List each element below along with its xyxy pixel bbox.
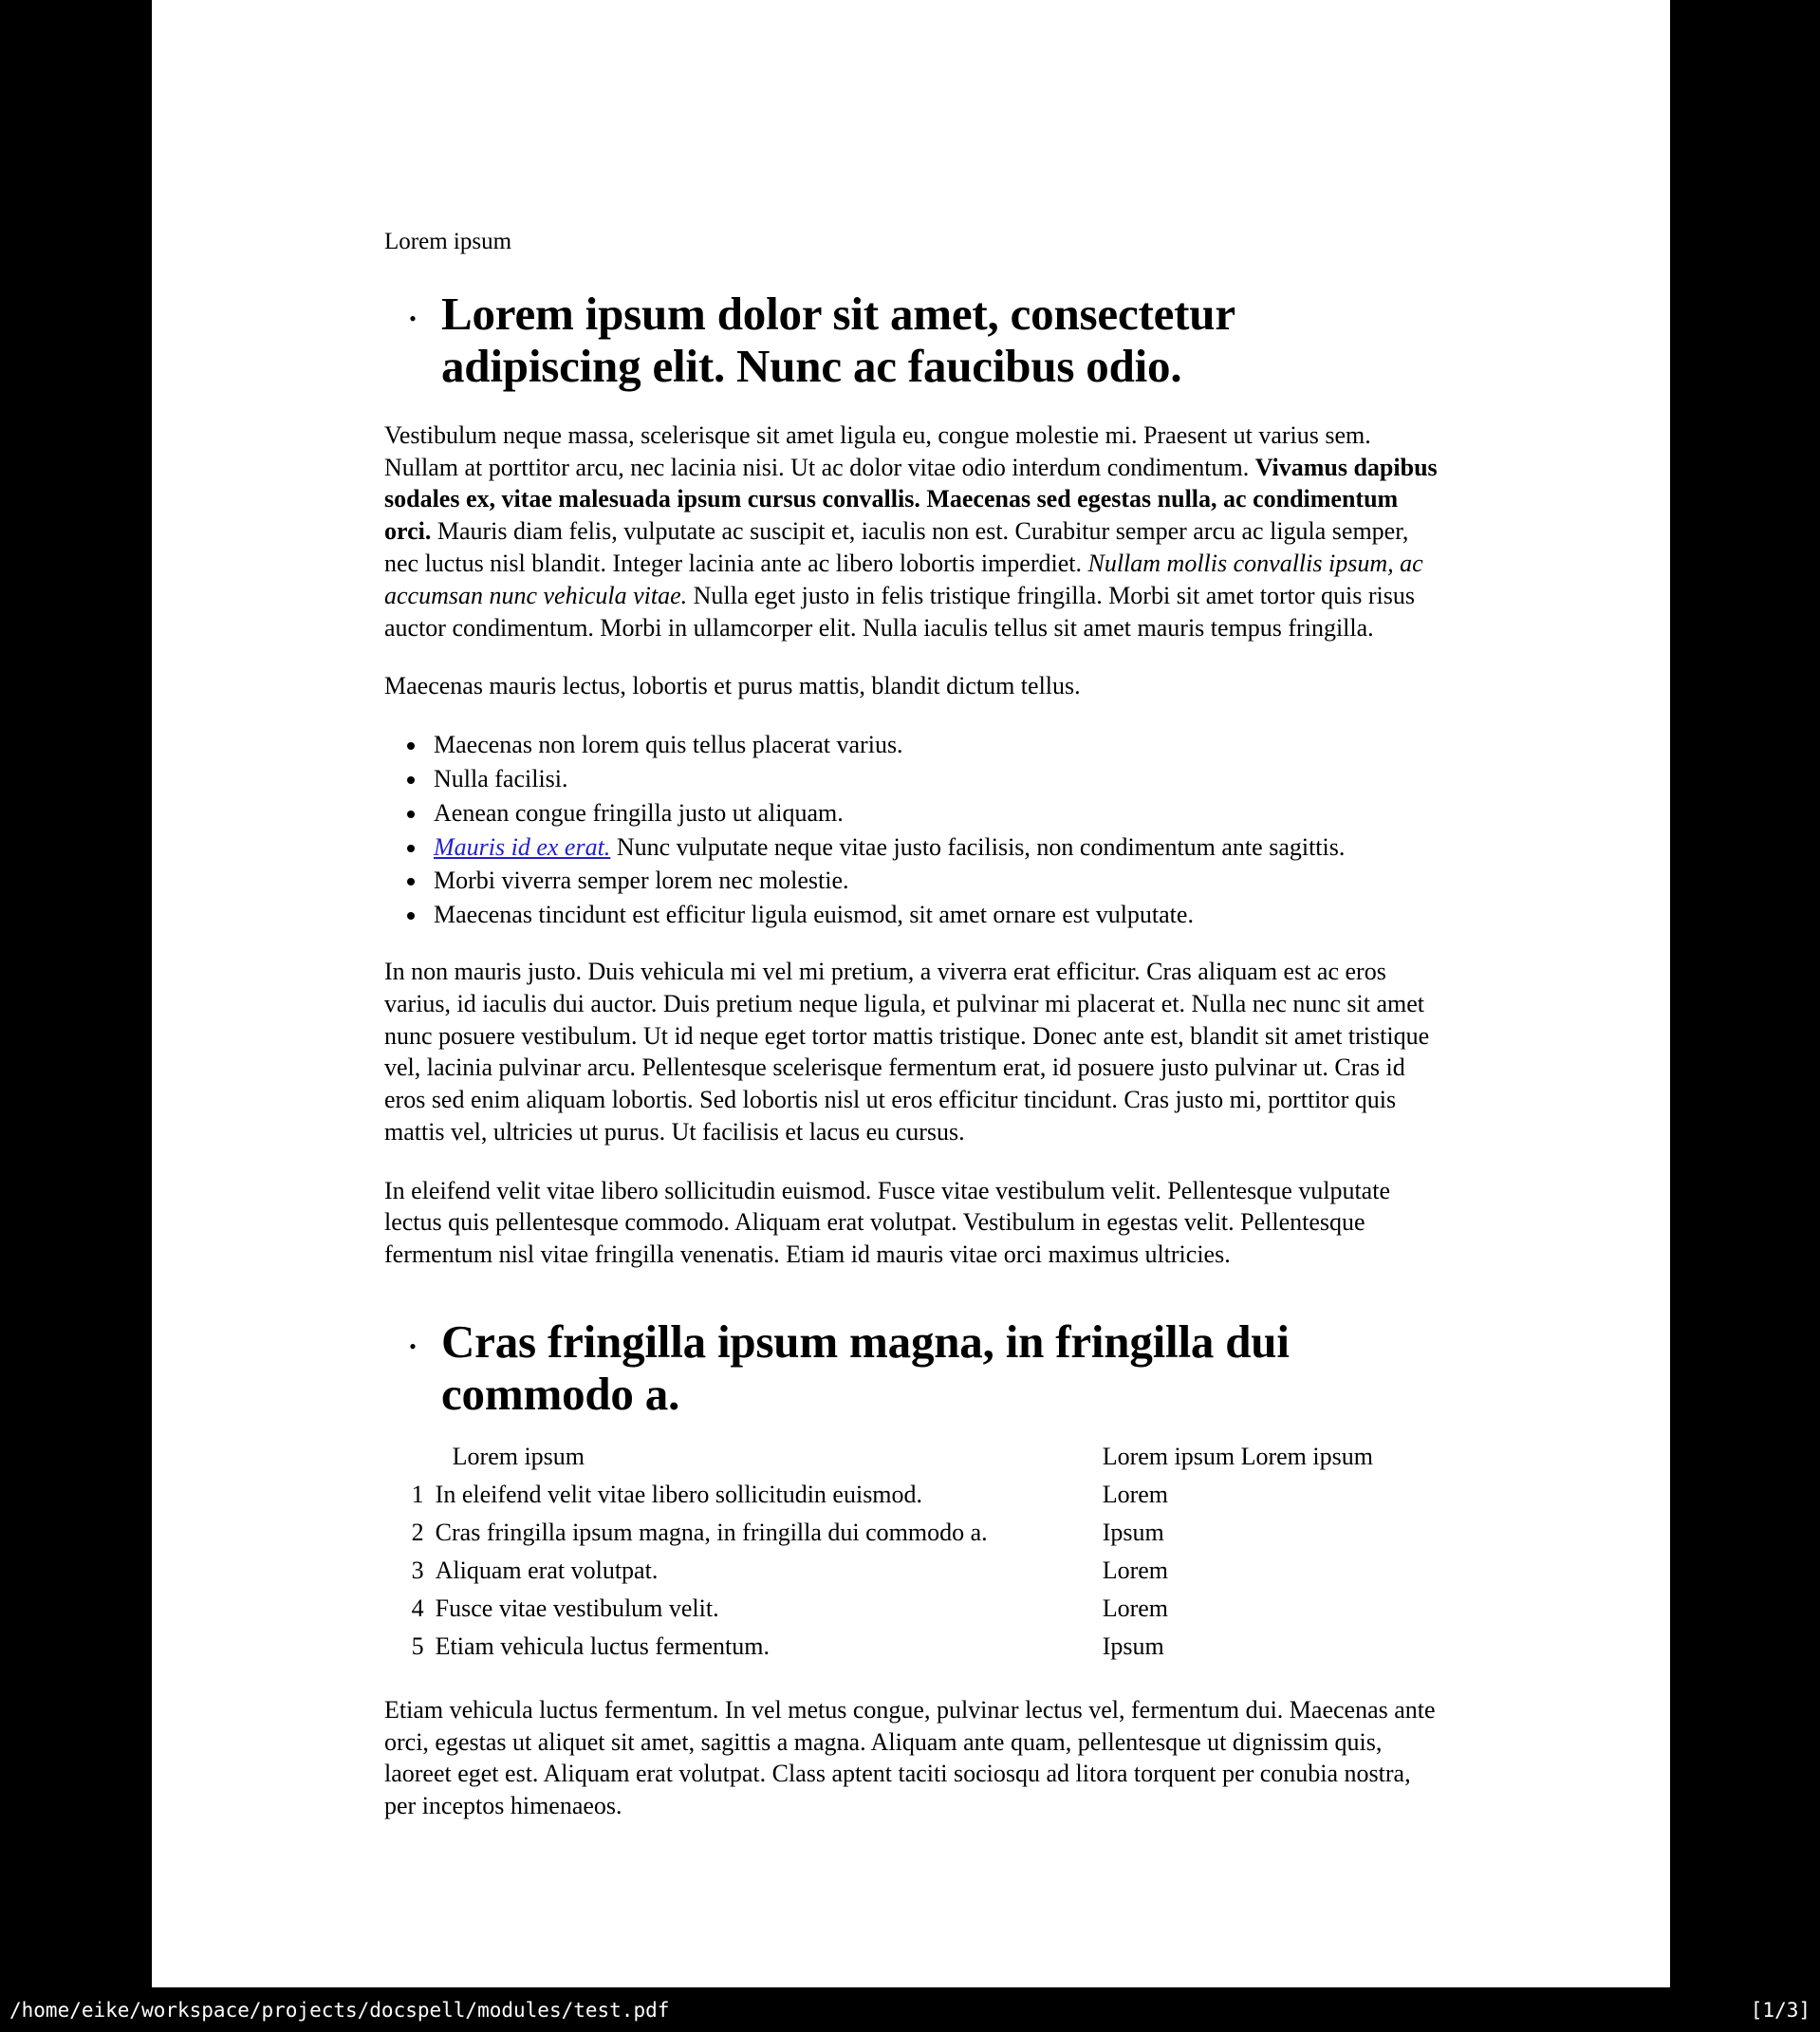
data-table (394, 1438, 1414, 1666)
table-cell-val: Lorem (1102, 1556, 1169, 1584)
table-header-val: Lorem ipsum Lorem ipsum (1102, 1442, 1373, 1470)
table-row (394, 1590, 1414, 1628)
list-item: • Maecenas tincidunt est efficitur ligula euismod, sit amet ornare est vulputate. (428, 899, 1438, 931)
heading-1-text: Lorem ipsum dolor sit amet, consectetur adipiscing elit. Nunc ac faucibus odio. (441, 288, 1235, 392)
table-cell-val: Lorem (1102, 1480, 1169, 1508)
page-content (384, 228, 1438, 1849)
section-heading-1 (384, 289, 1438, 393)
heading-bullet-icon: • (409, 307, 417, 330)
paragraph-3: In non mauris justo. Duis vehicula mi vel mi pretium, a viverra erat efficitur. Cras aliquam est ac eros varius, id iaculis dui auctor. Duis pretium neque ligula, et pulvinar mi placerat et. Nulla nec nunc sit amet nunc posuere vestibulum. Ut id neque eget tortor mattis tristique. Donec ante est, blandit sit amet tristique vel, lacinia pulvinar arcu. Pellentesque scelerisque fermentum erat, id posuere justo pulvinar ut. Cras id eros sed enim aliquam lobortis. Sed lobortis nisl ut eros efficitur tincidunt. Cras justo mi, porttitor quis mattis vel, ultricies ut purus. Ut facilisis et lacus eu cursus. (384, 957, 1430, 1146)
paragraph-4: In eleifend velit vitae libero sollicitudin euismod. Fusce vitae vestibulum velit. Pellentesque vulputate lectus quis pellentesque commodo. Aliquam erat volutpat. Vestibulum in egestas velit. Pellentesque fermentum nisl vitae fringilla venenatis. Etiam id mauris vitae orci maximus ultricies. (384, 1176, 1390, 1269)
paragraph-1-italic: Nullam mollis convallis ipsum, ac accumsan nunc vehicula vitae. (384, 549, 1423, 609)
inline-link-mauris[interactable]: Mauris id ex erat. (434, 832, 611, 861)
table-row (394, 1628, 1414, 1666)
table-header-row (394, 1438, 1414, 1476)
table-cell-desc: Fusce vitae vestibulum velit. (435, 1594, 719, 1622)
paragraph-1-part-3: Nulla eget justo in felis tristique fringilla. Morbi sit amet tortor quis risus auctor condimentum. Morbi in ullamcorper elit. Nulla iaculis tellus sit amet mauris tempus fringilla. (384, 581, 1416, 642)
table-cell-val: Lorem (1102, 1594, 1169, 1622)
table-cell-desc: In eleifend velit vitae libero sollicitudin euismod. (435, 1480, 923, 1508)
table-cell-num: 4 (411, 1594, 424, 1622)
list-item: • Morbi viverra semper lorem nec molestie. (428, 865, 1438, 897)
table-row (394, 1476, 1414, 1514)
table-cell-val: Ipsum (1102, 1518, 1164, 1546)
table-cell-val: Ipsum (1102, 1631, 1164, 1660)
paragraph-1-part-2: Mauris diam felis, vulputate ac suscipit et, iaculis non est. Curabitur semper arcu ac ligula semper, nec luctus nisl blandit. Integer lacinia ante ac libero lobortis imperdiet. (384, 517, 1409, 577)
paragraph-1-part-1: Vestibulum neque massa, scelerisque sit amet ligula eu, congue molestie mi. Praesent ut varius sem. Nullam at porttitor arcu, nec lacinia nisi. Ut ac dolor vitae odio interdum condimentum. (384, 420, 1371, 481)
table-cell-num: 2 (411, 1518, 424, 1546)
table-cell-num: 3 (411, 1556, 424, 1584)
section-heading-2 (384, 1316, 1438, 1421)
document-page (152, 0, 1670, 1987)
list-item: • Aenean congue fringilla justo ut aliquam. (428, 797, 1438, 830)
table-header-num (394, 1438, 432, 1476)
list-item: • Nulla facilisi. (428, 763, 1438, 795)
table-header-desc: Lorem ipsum (452, 1442, 585, 1470)
paragraph-2: Maecenas mauris lectus, lobortis et purus mattis, blandit dictum tellus. (384, 672, 1081, 700)
paragraph-1 (384, 419, 1438, 644)
status-page-indicator: [1/3] (1750, 1998, 1811, 2022)
heading-2-text: Cras fringilla ipsum magna, in fringilla dui commodo a. (441, 1315, 1290, 1420)
table-cell-desc: Cras fringilla ipsum magna, in fringilla dui commodo a. (435, 1518, 988, 1546)
status-file-path: /home/eike/workspace/projects/docspell/modules/test.pdf (9, 1998, 670, 2022)
list-item (428, 831, 1438, 864)
list-item: • Maecenas non lorem quis tellus placerat varius. (428, 729, 1438, 761)
list-item-text: Nunc vulputate neque vitae justo facilisis, non condimentum ante sagittis. (610, 832, 1346, 861)
paragraph-1-bold: Vivamus dapibus sodales ex, vitae malesuada ipsum cursus convallis. Maecenas sed egestas nulla, ac condimentum orci. (384, 453, 1438, 546)
table-cell-desc: Aliquam erat volutpat. (435, 1556, 659, 1584)
table-row (394, 1514, 1414, 1552)
running-head: Lorem ipsum (384, 229, 512, 254)
table-cell-num: 5 (411, 1631, 424, 1660)
table-row (394, 1552, 1414, 1590)
heading-bullet-icon: • (409, 1334, 417, 1359)
status-bar (0, 1987, 1820, 2032)
table-cell-desc: Etiam vehicula luctus fermentum. (435, 1631, 770, 1660)
bullet-list (384, 729, 1438, 931)
table-cell-num: 1 (411, 1480, 424, 1508)
paragraph-5: Etiam vehicula luctus fermentum. In vel metus congue, pulvinar lectus vel, fermentum dui. Maecenas ante orci, egestas ut aliquet sit amet, sagittis a magna. Aliquam ante quam, pellentesque ut dignissim quis, laoreet eget est. Aliquam erat volutpat. Class aptent taciti sociosqu ad litora torquent per conubia nostra, per inceptos himenaeos. (384, 1695, 1436, 1820)
